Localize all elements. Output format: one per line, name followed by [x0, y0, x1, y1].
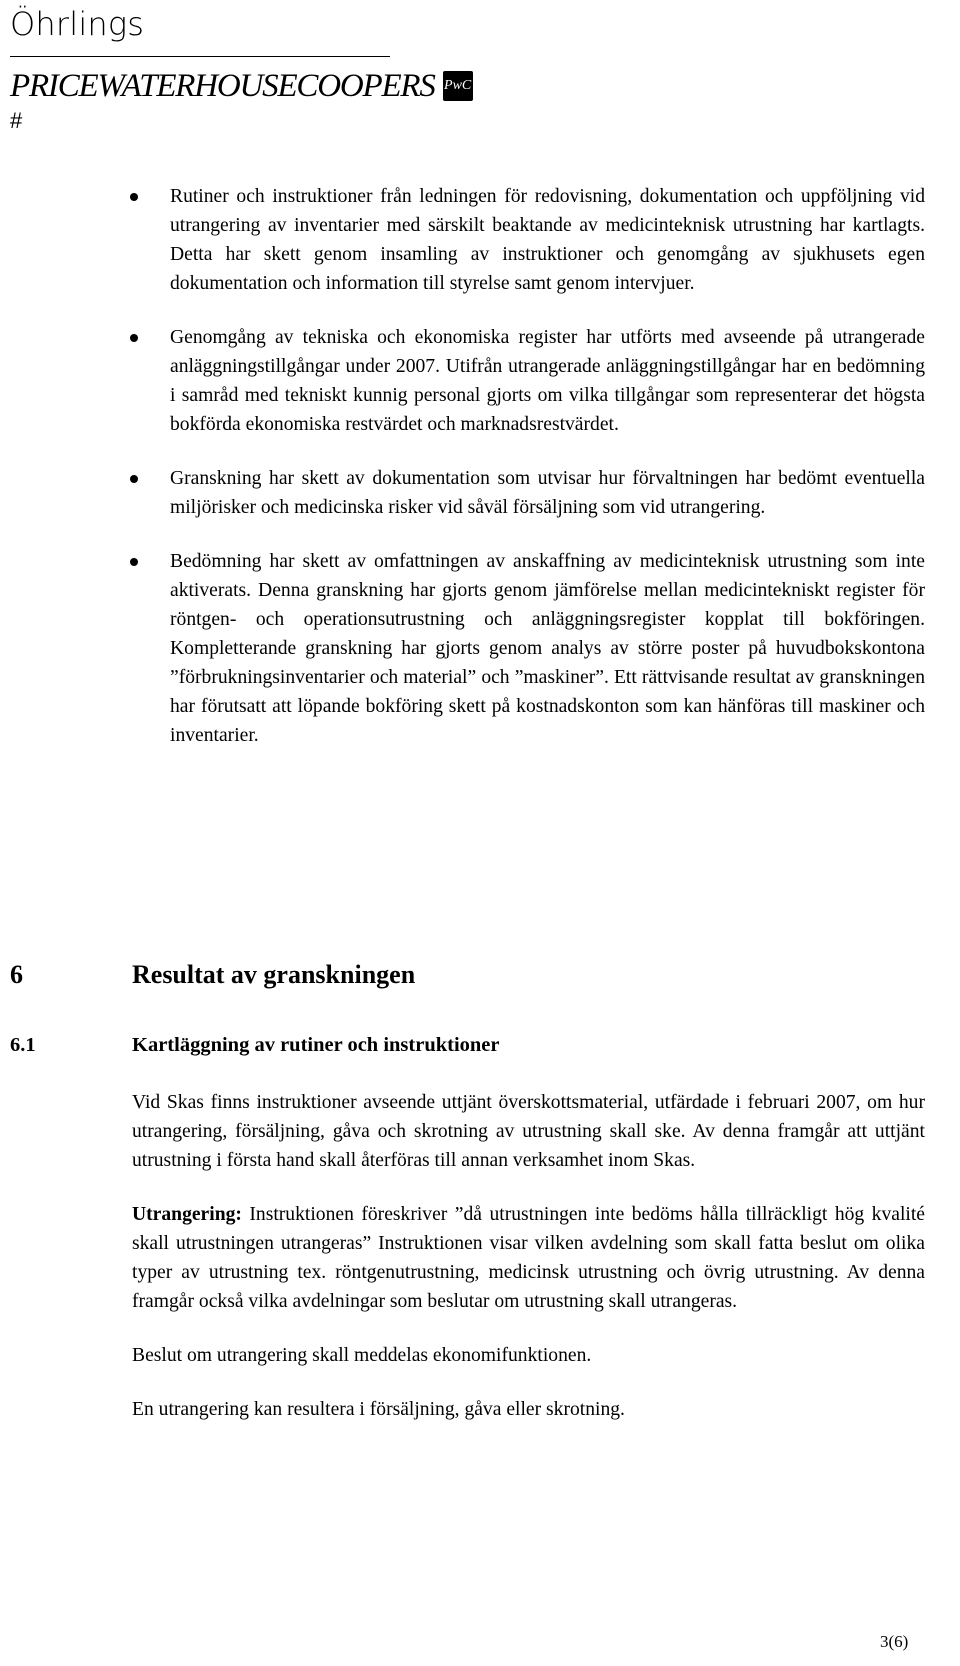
section-heading: [10, 958, 610, 992]
bullet-icon: [130, 334, 138, 342]
list-item-text: Rutiner och instruktioner från ledningen för redovisning, dokumentation och uppföljning vid utrangering av inventarier med särskilt beaktande av medicinteknisk utrustning har kartlagts. Detta har skett genom insamling av instruktioner och genomgång av sjukhusets egen dokumentation och information till styrelse samt genom intervjuer.: [170, 186, 925, 294]
bullet-icon: [130, 558, 138, 566]
paragraph-label: Utrangering:: [132, 1204, 242, 1225]
subsection-number: 6.1: [10, 1034, 36, 1056]
pwc-seal-icon: PwC: [443, 71, 473, 101]
paragraph-text: Instruktionen föreskriver ”då utrustningen inte bedöms hålla tillräckligt hög kvalité skall utrustningen utrangeras” Instruktionen visar vilken avdelning som skall fatta beslut om olika typer av utrustning tex. röntgenutrustning, medicinsk utrustning och övrig utrustning. Av denna framgår också vilka avdelningar som beslutar om utrustning skall utrangeras.: [132, 1204, 925, 1312]
paragraph: En utrangering kan resultera i försäljning, gåva eller skrotning.: [132, 1399, 625, 1420]
list-item: [130, 323, 925, 439]
list-item: [130, 464, 925, 522]
paragraph: Vid Skas finns instruktioner avseende uttjänt överskottsmaterial, utfärdade i februari 2007, om hur utrangering, försäljning, gåva och skrotning av utrustning skall ske. Av denna framgår att uttjänt utrustning i första hand skall återföras till annan verksamhet inom Skas.: [132, 1092, 925, 1171]
list-item: [130, 547, 925, 750]
paragraph: [132, 1200, 925, 1316]
list-item-text: Bedömning har skett av omfattningen av anskaffning av medicinteknisk utrustning som inte aktiverats. Denna granskning har gjorts genom jämförelse mellan medicintekniskt register för röntgen- och operationsutrustning och anläggningsregister kopplat till bokföringen. Kompletterande granskning har gjorts genom analys av större poster på huvudbokskontona ”förbrukningsinventarier och material” och ”maskiner”. Ett rättvisande resultat av granskningen har förutsatt att löpande bokföring skett på kostnadskonton som kan hänföras till maskiner och inventarier.: [170, 551, 925, 746]
logo-wordmark: PRICEWATERHOUSECOOPERS: [10, 68, 435, 104]
header-divider: [10, 56, 390, 57]
subsection-title: Kartläggning av rutiner och instruktioner: [132, 1034, 500, 1056]
section-body: [132, 1088, 925, 1449]
header: [10, 4, 472, 133]
page-number: 3(6): [880, 1632, 909, 1651]
subsection-heading: [10, 1030, 710, 1060]
bullet-icon: [130, 193, 138, 201]
list-item: [130, 182, 925, 298]
list-item-text: Genomgång av tekniska och ekonomiska register har utförts med avseende på utrangerade anläggningstillgångar under 2007. Utifrån utrangerade anläggningstillgångar har en bedömning i samråd med tekniskt kunnig personal gjorts om vilka tillgångar som representerar det högsta bokförda ekonomiska restvärdet och marknadsrestvärdet.: [170, 327, 925, 435]
paragraph: Beslut om utrangering skall meddelas ekonomifunktionen.: [132, 1345, 592, 1366]
pwc-logo: [10, 66, 473, 106]
section-title: Resultat av granskningen: [132, 960, 416, 989]
list-item-text: Granskning har skett av dokumentation som utvisar hur förvaltningen har bedömt eventuella miljörisker och medicinska risker vid såväl försäljning som vid utrangering.: [170, 468, 925, 518]
method-bullet-list: [130, 182, 925, 775]
header-hash: #: [10, 108, 23, 133]
section-number: 6: [10, 960, 23, 989]
company-name: Öhrlings: [10, 5, 145, 43]
bullet-icon: [130, 475, 138, 483]
